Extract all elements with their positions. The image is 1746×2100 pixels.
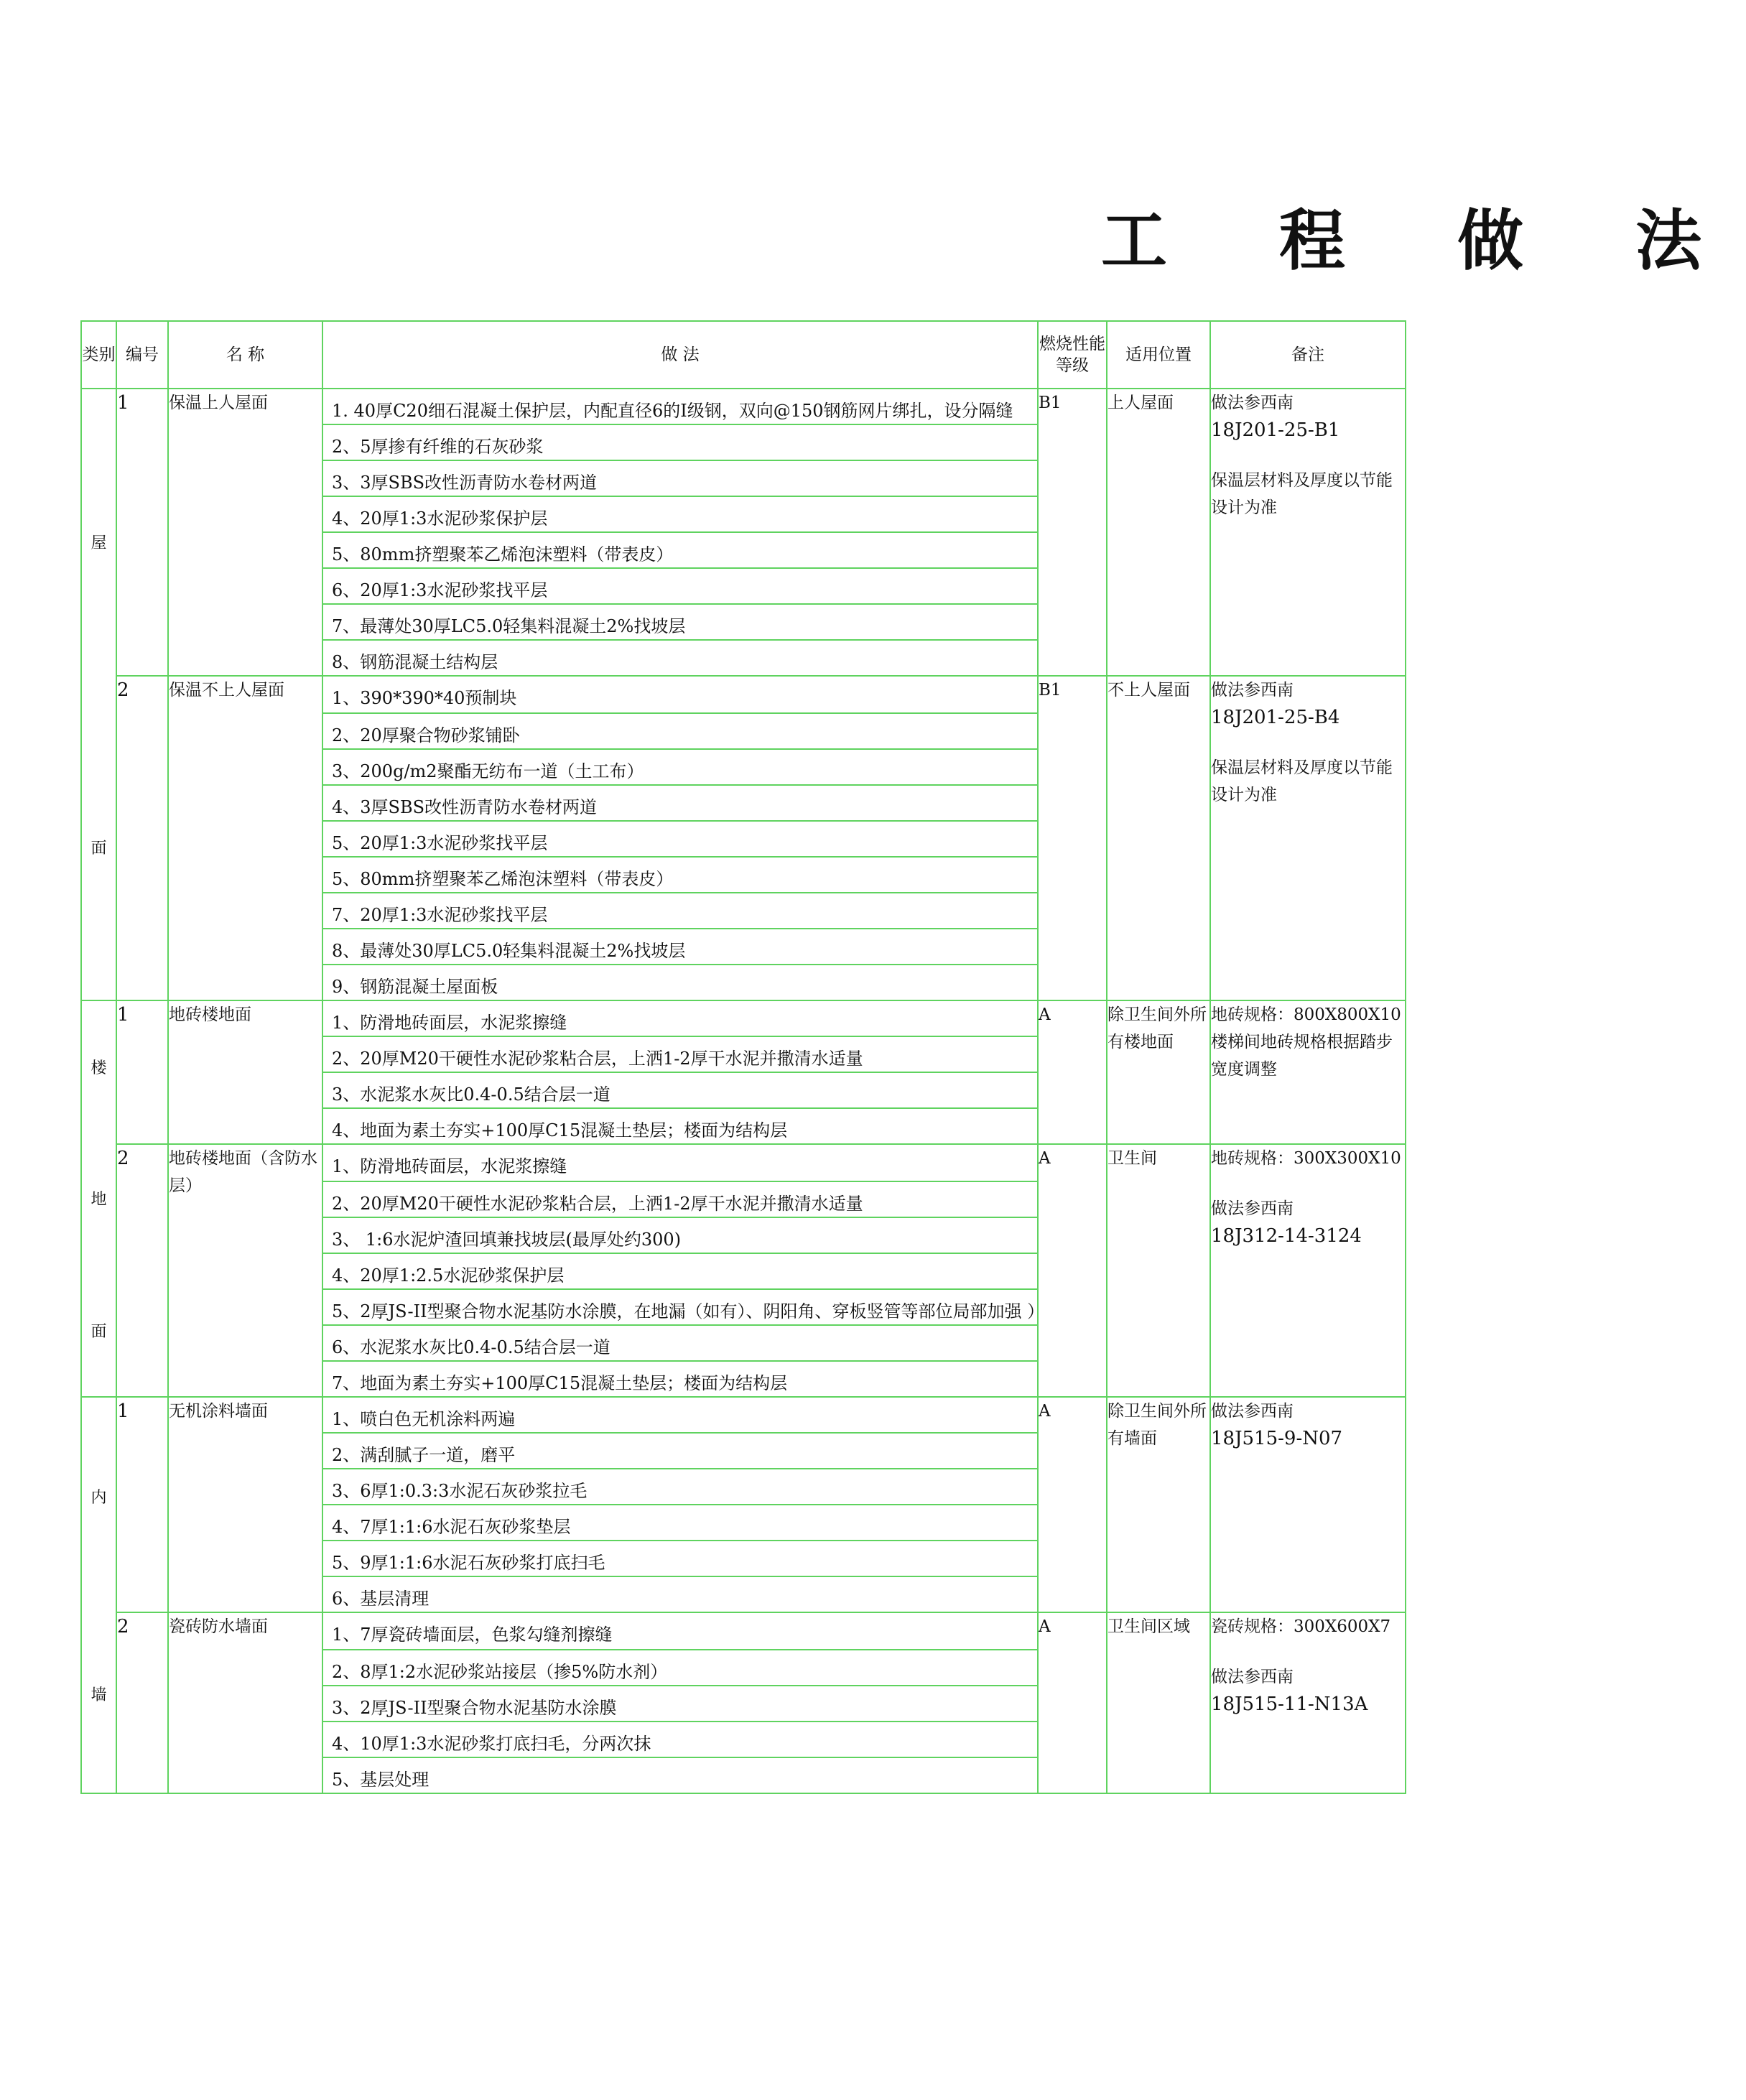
category-char: 墙: [90, 1686, 107, 1704]
item-name: 地砖楼地面: [168, 1000, 322, 1144]
header-number: 编号: [116, 321, 168, 389]
method-step: 4、3厚SBS改性沥青防水卷材两道: [322, 785, 1038, 821]
applicable-location: 不上人屋面: [1107, 676, 1210, 1000]
applicable-location: 卫生间: [1107, 1144, 1210, 1397]
category-char: 楼: [90, 1059, 107, 1078]
applicable-location: 除卫生间外所有楼地面: [1107, 1000, 1210, 1144]
header-method: 做 法: [322, 321, 1038, 389]
applicable-location: 上人屋面: [1107, 389, 1210, 676]
method-step: 1、喷白色无机涂料两遍: [322, 1397, 1038, 1433]
method-step: 2、8厚1:2水泥砂浆站接层（掺5%防水剂）: [322, 1650, 1038, 1686]
method-step: 4、10厚1:3水泥砂浆打底扫毛，分两次抹: [322, 1722, 1038, 1757]
method-step: 5、80mm挤塑聚苯乙烯泡沫塑料（带表皮）: [322, 532, 1038, 568]
method-step: 4、20厚1:3水泥砂浆保护层: [322, 496, 1038, 532]
method-step: 4、地面为素土夯实+100厚C15混凝土垫层；楼面为结构层: [322, 1108, 1038, 1144]
method-step: 2、5厚掺有纤维的石灰砂浆: [322, 424, 1038, 460]
category-char: 面: [90, 1322, 107, 1341]
method-step: 2、20厚M20干硬性水泥砂浆粘合层，上洒1-2厚干水泥并撒清水适量: [322, 1036, 1038, 1072]
remarks-line: 地砖规格：300X300X10: [1211, 1149, 1401, 1168]
fire-rating: A: [1038, 1397, 1107, 1612]
fire-rating: A: [1038, 1000, 1107, 1144]
remarks-line: 18J201-25-B1: [1211, 419, 1340, 441]
method-step: 5、9厚1:1:6水泥石灰砂浆打底扫毛: [322, 1541, 1038, 1576]
header-remarks: 备注: [1210, 321, 1406, 389]
remarks-line: 楼梯间地砖规格根据踏步宽度调整: [1211, 1033, 1393, 1079]
method-step: 7、地面为素土夯实+100厚C15混凝土垫层；楼面为结构层: [322, 1361, 1038, 1397]
remarks-gap: [1211, 1172, 1405, 1195]
applicable-location: 除卫生间外所有墙面: [1107, 1397, 1210, 1612]
remarks-gap: [1211, 444, 1405, 467]
table-row: [81, 1397, 1406, 1433]
method-step: 8、最薄处30厚LC5.0轻集料混凝土2%找坡层: [322, 929, 1038, 965]
remarks-line: 18J515-9-N07: [1211, 1428, 1343, 1449]
method-step: 4、20厚1:2.5水泥砂浆保护层: [322, 1253, 1038, 1289]
remarks-line: 做法参西南: [1211, 394, 1294, 412]
method-step: 2、满刮腻子一道，磨平: [322, 1433, 1038, 1469]
method-step: 1、防滑地砖面层，水泥浆擦缝: [322, 1144, 1038, 1181]
category-char: 面: [90, 840, 107, 858]
remarks-line: 18J201-25-B4: [1211, 707, 1340, 728]
method-step: 9、钢筋混凝土屋面板: [322, 965, 1038, 1000]
table-row: [81, 389, 1406, 424]
method-step: 1. 40厚C20细石混凝土保护层，内配直径6的I级钢，双向@150钢筋网片绑扎，设分隔缝: [322, 389, 1038, 424]
remarks-line: 瓷砖规格：300X600X7: [1211, 1617, 1391, 1636]
remarks-gap: [1211, 731, 1405, 754]
item-number: 1: [116, 1397, 168, 1612]
remarks-cell: [1210, 1397, 1406, 1612]
category-cell: [81, 1000, 116, 1397]
header-name: 名 称: [168, 321, 322, 389]
remarks-cell: [1210, 1000, 1406, 1144]
item-name: 瓷砖防水墙面: [168, 1612, 322, 1793]
method-step: 8、钢筋混凝土结构层: [322, 640, 1038, 676]
method-step: 3、200g/m2聚酯无纺布一道（土工布）: [322, 749, 1038, 785]
remarks-cell: [1210, 1612, 1406, 1793]
category-char: 内: [90, 1489, 107, 1507]
remarks-gap: [1211, 1640, 1405, 1663]
fire-rating: A: [1038, 1144, 1107, 1397]
header-location: 适用位置: [1107, 321, 1210, 389]
remarks-line: 18J312-14-3124: [1211, 1225, 1362, 1247]
fire-rating: B1: [1038, 676, 1107, 1000]
title-clip: [1077, 172, 1746, 279]
category-label: [82, 389, 116, 1000]
category-char: 屋: [90, 534, 107, 552]
item-name: 无机涂料墙面: [168, 1397, 322, 1612]
method-step: 7、最薄处30厚LC5.0轻集料混凝土2%找坡层: [322, 604, 1038, 640]
page-title: 工 程 做 法: [1101, 203, 1746, 279]
method-step: 5、2厚JS-II型聚合物水泥基防水涂膜，在地漏（如有）、阴阳角、穿板竖管等部位局部加强 ）: [322, 1289, 1038, 1325]
fire-rating: A: [1038, 1612, 1107, 1793]
item-name: 保温不上人屋面: [168, 676, 322, 1000]
category-cell: [81, 389, 116, 1000]
applicable-location: 卫生间区域: [1107, 1612, 1210, 1793]
item-number: 1: [116, 389, 168, 676]
category-char: 地: [90, 1191, 107, 1209]
method-step: 6、20厚1:3水泥砂浆找平层: [322, 568, 1038, 604]
remarks-line: 18J515-11-N13A: [1211, 1694, 1368, 1715]
table-row: [81, 1000, 1406, 1036]
item-number: 2: [116, 1144, 168, 1397]
remarks-line: 保温层材料及厚度以节能设计为准: [1211, 758, 1393, 804]
method-step: 2、20厚聚合物砂浆铺卧: [322, 713, 1038, 749]
header-category: 类别: [81, 321, 116, 389]
remarks-line: 做法参西南: [1211, 1199, 1294, 1218]
remarks-line: 做法参西南: [1211, 1402, 1294, 1421]
table-body: [81, 389, 1406, 1793]
method-step: 3、3厚SBS改性沥青防水卷材两道: [322, 460, 1038, 496]
item-name: 保温上人屋面: [168, 389, 322, 676]
method-step: 1、390*390*40预制块: [322, 676, 1038, 713]
method-step: 5、基层处理: [322, 1757, 1038, 1793]
remarks-line: 做法参西南: [1211, 1668, 1294, 1686]
category-label: [82, 1001, 116, 1396]
fire-rating: B1: [1038, 389, 1107, 676]
method-step: 6、基层清理: [322, 1576, 1038, 1612]
method-step: 5、20厚1:3水泥砂浆找平层: [322, 821, 1038, 857]
method-step: 6、水泥浆水灰比0.4-0.5结合层一道: [322, 1325, 1038, 1361]
method-step: 3、水泥浆水灰比0.4-0.5结合层一道: [322, 1072, 1038, 1108]
remarks-cell: [1210, 389, 1406, 676]
method-step: 4、7厚1:1:6水泥石灰砂浆垫层: [322, 1505, 1038, 1541]
item-number: 2: [116, 676, 168, 1000]
remarks-line: 保温层材料及厚度以节能设计为准: [1211, 471, 1393, 517]
category-cell: [81, 1397, 116, 1793]
table-row: [81, 1612, 1406, 1650]
method-step: 3、6厚1:0.3:3水泥石灰砂浆拉毛: [322, 1469, 1038, 1505]
remarks-line: 地砖规格：800X800X10: [1211, 1005, 1401, 1024]
method-step: 2、20厚M20干硬性水泥砂浆粘合层，上洒1-2厚干水泥并撒清水适量: [322, 1181, 1038, 1217]
method-step: 5、80mm挤塑聚苯乙烯泡沫塑料（带表皮）: [322, 857, 1038, 893]
item-number: 2: [116, 1612, 168, 1793]
remarks-cell: [1210, 1144, 1406, 1397]
table-header-row: [81, 321, 1406, 389]
construction-methods-table: [80, 320, 1406, 1794]
table-row: [81, 1144, 1406, 1181]
method-step: 7、20厚1:3水泥砂浆找平层: [322, 893, 1038, 929]
remarks-cell: [1210, 676, 1406, 1000]
header-fire-rating: 燃烧性能 等级: [1038, 321, 1107, 389]
category-label: [82, 1398, 116, 1793]
table-row: [81, 676, 1406, 713]
method-step: 3、2厚JS-II型聚合物水泥基防水涂膜: [322, 1686, 1038, 1722]
item-name: 地砖楼地面（含防水层）: [168, 1144, 322, 1397]
method-step: 1、7厚瓷砖墙面层，色浆勾缝剂擦缝: [322, 1612, 1038, 1650]
method-step: 3、 1:6水泥炉渣回填兼找坡层(最厚处约300): [322, 1217, 1038, 1253]
remarks-line: 做法参西南: [1211, 681, 1294, 700]
item-number: 1: [116, 1000, 168, 1144]
method-step: 1、防滑地砖面层，水泥浆擦缝: [322, 1000, 1038, 1036]
